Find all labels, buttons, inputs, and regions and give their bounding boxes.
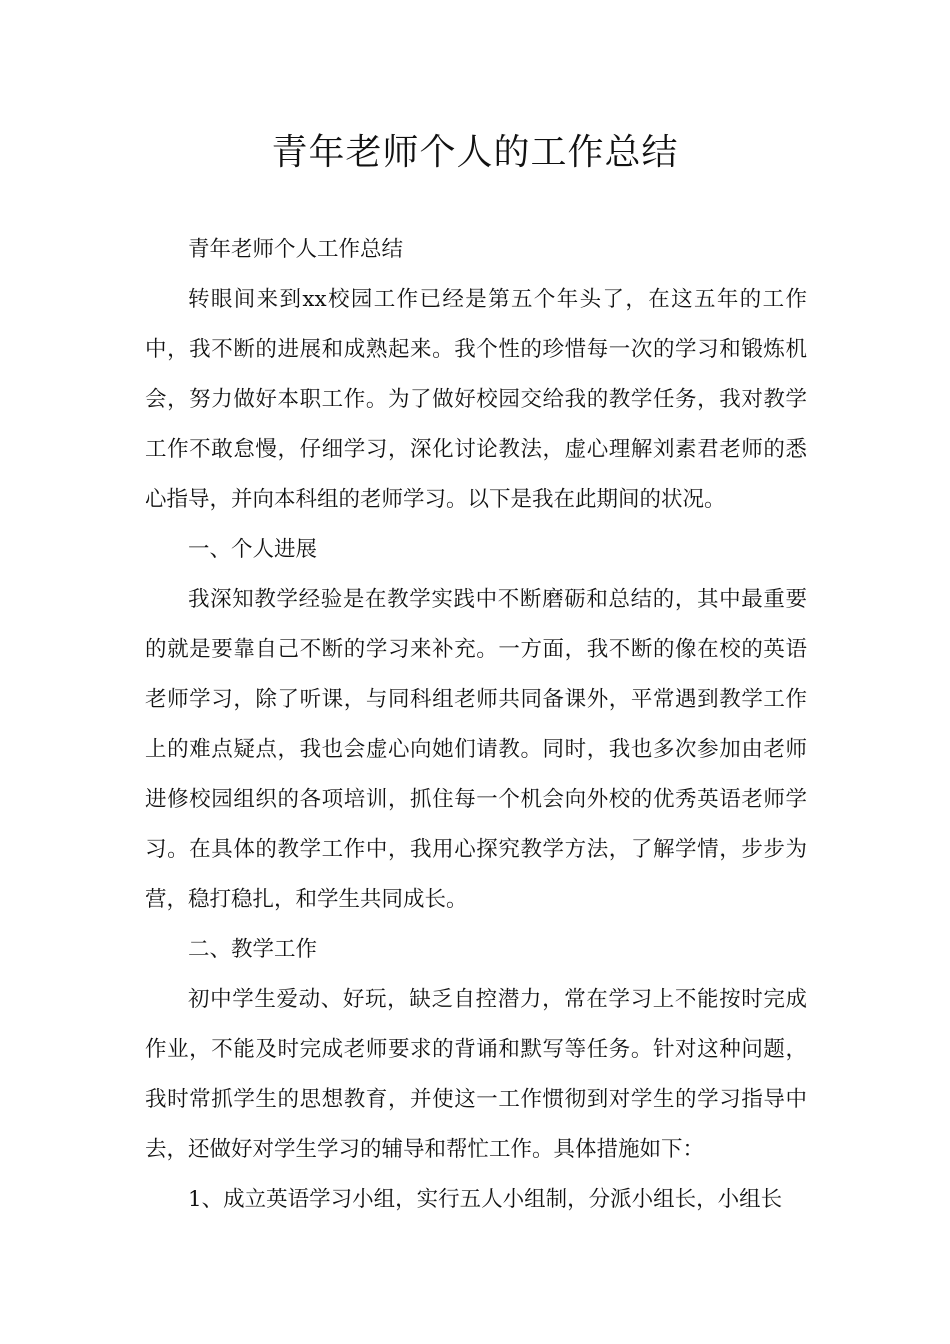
measure-item-1-paragraph: 1、成立英语学习小组，实行五人小组制，分派小组长，小组长 — [188, 1187, 783, 1212]
document-body — [145, 225, 807, 1225]
section-heading-personal-development: 一、个人进展 — [188, 537, 318, 562]
personal-development-paragraph: 我深知教学经验是在教学实践中不断磨砺和总结的，其中最重要的就是要靠自己不断的学习来补充。一方面，我不断的像在校的英语老师学习，除了听课，与同科组老师共同备课外，平常遇到教学工作上的难点疑点，我也会虚心向她们请教。同时，我也多次参加由老师进修校园组织的各项培训，抓住每一个机会向外校的优秀英语老师学习。在具体的教学工作中，我用心探究教学方法，了解学情，步步为营，稳打稳扎，和学生共同成长。 — [145, 587, 807, 912]
document-title: 青年老师个人的工作总结 — [271, 132, 679, 173]
teaching-work-paragraph: 初中学生爱动、好玩，缺乏自控潜力，常在学习上不能按时完成作业，不能及时完成老师要求的背诵和默写等任务。针对这种问题，我时常抓学生的思想教育，并使这一工作惯彻到对学生的学习指导中去，还做好对学生学习的辅导和帮忙工作。具体措施如下： — [145, 987, 807, 1162]
intro-paragraph: 转眼间来到xx校园工作已经是第五个年头了，在这五年的工作中，我不断的进展和成熟起来。我个性的珍惜每一次的学习和锻炼机会，努力做好本职工作。为了做好校园交给我的教学任务，我对教学工作不敢怠慢，仔细学习，深化讨论教法，虚心理解刘素君老师的悉心指导，并向本科组的老师学习。以下是我在此期间的状况。 — [145, 287, 807, 512]
section-heading-teaching-work: 二、教学工作 — [188, 937, 318, 962]
subtitle-paragraph: 青年老师个人工作总结 — [188, 237, 404, 262]
